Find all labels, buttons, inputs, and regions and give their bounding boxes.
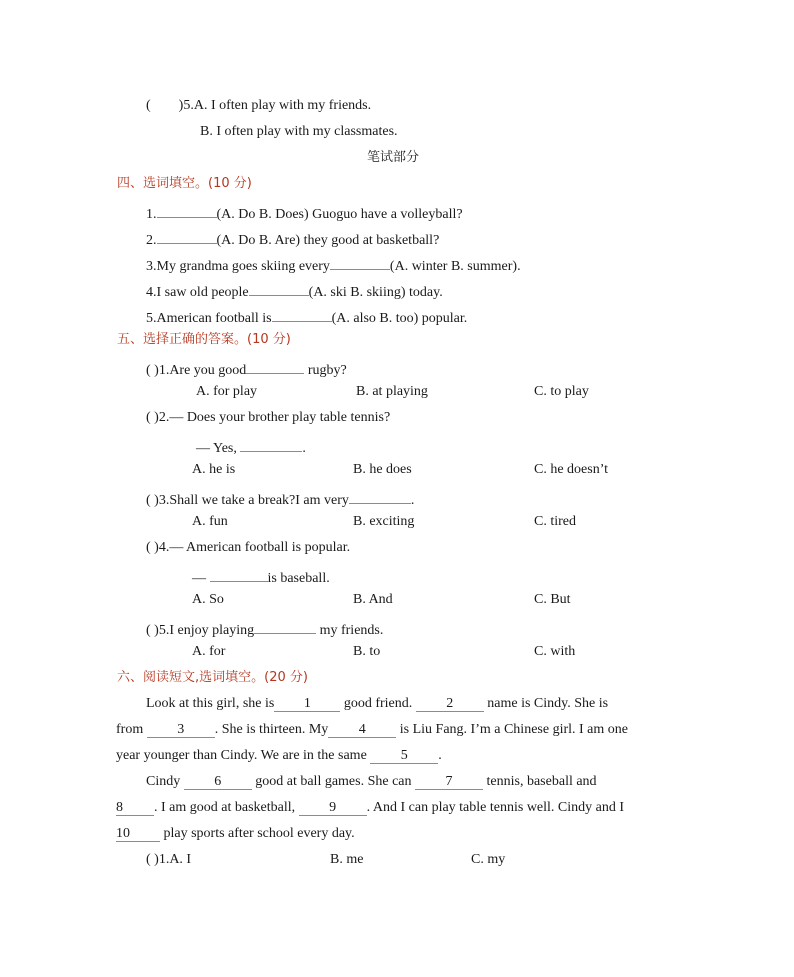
s5-q4-option-b[interactable]: B. And (353, 592, 393, 607)
s6-q1-option-b[interactable]: B. me (330, 852, 364, 867)
answer-blank[interactable] (157, 201, 217, 218)
passage-blank-8[interactable]: 8 (116, 799, 154, 816)
s5-q4-reply: — is baseball. (192, 565, 330, 588)
s5-q1-option-b[interactable]: B. at playing (356, 384, 428, 399)
s5-q3-option-b[interactable]: B. exciting (353, 514, 415, 529)
s6-q1-option-c[interactable]: C. my (471, 852, 506, 867)
passage-blank-2[interactable]: 2 (416, 695, 484, 712)
listening-q5 (146, 97, 371, 115)
s5-q2-reply: — Yes, . (196, 435, 306, 458)
answer-blank[interactable] (254, 617, 316, 634)
section-4-heading: 四、选词填空。(10 分) (117, 176, 252, 191)
s5-q2-option-c[interactable]: C. he doesn’t (534, 462, 609, 477)
s5-q2: ( )2.— Does your brother play table tennis? (146, 410, 391, 425)
question-text: )5.A. I often play with my friends. (178, 98, 372, 113)
answer-blank[interactable] (246, 357, 304, 374)
s5-q1-option-c[interactable]: C. to play (534, 384, 589, 399)
s6-q1: ( )1.A. I (146, 852, 192, 867)
s4-item-1: 1. (A. Do B. Does) Guoguo have a volleyball? (146, 201, 463, 224)
passage-blank-6[interactable]: 6 (184, 773, 252, 790)
passage-line-4: Cindy 6 good at ball games. She can 7 tennis, baseball and (146, 774, 597, 789)
s5-q1: ( )1.Are you good rugby? (146, 357, 347, 380)
section-6-heading: 六、阅读短文,选词填空。(20 分) (117, 670, 308, 685)
passage-blank-3[interactable]: 3 (147, 721, 215, 738)
s5-q2-option-a[interactable]: A. he is (192, 462, 236, 477)
s4-item-5: 5.American football is (A. also B. too) popular. (146, 305, 467, 328)
answer-blank[interactable] (330, 253, 390, 270)
passage-line-2: from 3 . She is thirteen. My 4 is Liu Fang. I’m a Chinese girl. I am one (116, 722, 628, 737)
passage-line-5: 8 . I am good at basketball, 9 . And I can play table tennis well. Cindy and I (116, 800, 625, 815)
answer-blank[interactable] (240, 435, 302, 452)
s5-q5: ( )5.I enjoy playing my friends. (146, 617, 383, 640)
listening-q5-option-b: B. I often play with my classmates. (200, 124, 398, 139)
s5-q1-option-a[interactable]: A. for play (196, 384, 258, 399)
s4-item-3: 3.My grandma goes skiing every (A. winter B. summer). (146, 253, 521, 276)
answer-blank[interactable] (157, 227, 217, 244)
section-5-heading: 五、选择正确的答案。(10 分) (117, 332, 291, 347)
passage-blank-9[interactable]: 9 (299, 799, 367, 816)
passage-blank-10[interactable]: 10 (116, 825, 160, 842)
passage-line-3: year younger than Cindy. We are in the same 5 . (116, 748, 442, 763)
answer-blank[interactable] (210, 565, 268, 582)
answer-blank[interactable] (349, 487, 411, 504)
s5-q5-option-b[interactable]: B. to (353, 644, 381, 659)
s5-q2-option-b[interactable]: B. he does (353, 462, 412, 477)
answer-paren[interactable]: ( (146, 98, 151, 113)
s4-item-4: 4.I saw old people (A. ski B. skiing) today. (146, 279, 443, 302)
answer-blank[interactable] (272, 305, 332, 322)
passage-blank-5[interactable]: 5 (370, 747, 438, 764)
s4-item-2: 2. (A. Do B. Are) they good at basketball? (146, 227, 439, 250)
passage-blank-7[interactable]: 7 (415, 773, 483, 790)
passage-blank-1[interactable]: 1 (274, 695, 340, 712)
passage-blank-4[interactable]: 4 (328, 721, 396, 738)
s5-q5-option-c[interactable]: C. with (534, 644, 576, 659)
answer-blank[interactable] (249, 279, 309, 296)
s5-q3-option-c[interactable]: C. tired (534, 514, 576, 529)
s5-q3-option-a[interactable]: A. fun (192, 514, 228, 529)
passage-line-6: 10 play sports after school every day. (116, 826, 355, 841)
written-section-title: 笔试部分 (367, 150, 420, 165)
s5-q4: ( )4.— American football is popular. (146, 540, 351, 555)
s5-q4-option-c[interactable]: C. But (534, 592, 571, 607)
passage-line-1: Look at this girl, she is 1 good friend. 2 name is Cindy. She is (146, 696, 609, 711)
s5-q4-option-a[interactable]: A. So (192, 592, 224, 607)
s5-q5-option-a[interactable]: A. for (192, 644, 226, 659)
s5-q3: ( )3.Shall we take a break?I am very . (146, 487, 414, 510)
